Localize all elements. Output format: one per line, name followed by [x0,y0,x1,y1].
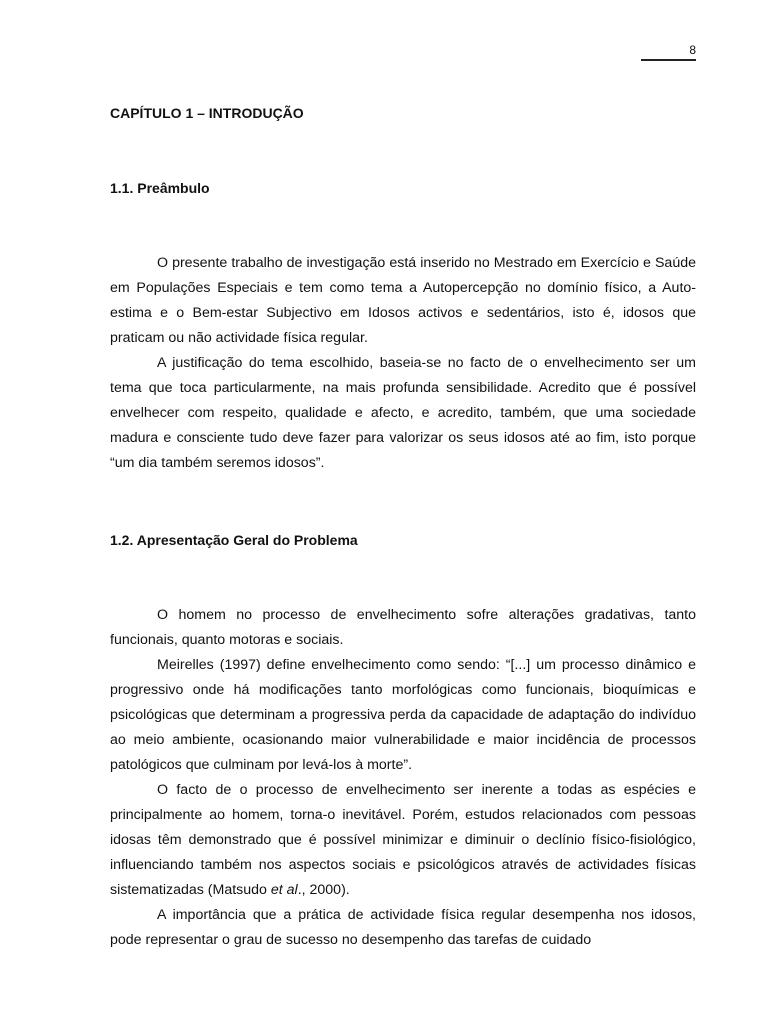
paragraph: O homem no processo de envelhecimento sofre alterações gradativas, tanto funcionais, quanto motoras e sociais. [110,607,696,648]
paragraph: A importância que a prática de actividade física regular desempenha nos idosos, pode representar o grau de sucesso no desempenho das tarefas de cuidado [110,907,696,948]
paragraph-with-citation [110,778,696,903]
paragraph: Meirelles (1997) define envelhecimento como sendo: “[...] um processo dinâmico e progressivo onde há modificações tanto morfológicas como funcionais, bioquímicas e psicológicas que determinam a progressiva perda da capacidade de adaptação do indivíduo ao meio ambiente, ocasionando maior vulnerabilidade e maior incidência de processos patológicos que culminam por levá-los à morte”. [110,657,696,773]
section-heading-problema: 1.2. Apresentação Geral do Problema [110,532,358,548]
page-number: 8 [689,43,696,57]
paragraph: O presente trabalho de investigação está inserido no Mestrado em Exercício e Saúde em Populações Especiais e tem como tema a Autopercepção no domínio físico, a Auto-estima e o Bem-estar Subjectivo em Idosos activos e sedentários, isto é, idosos que praticam ou não actividade física regular. [110,255,696,346]
chapter-title: CAPÍTULO 1 – INTRODUÇÃO [110,105,304,121]
paragraph-text: O facto de o processo de envelhecimento ser inerente a todas as espécies e principalmente ao homem, torna-o inevitável. Porém, estudos relacionados com pessoas idosas têm demonstrado que é possível minimizar e diminuir o declínio físico-fisiológico, influenciando também nos aspectos sociais e psicológicos através de actividades físicas sistematizadas (Matsudo [110,782,696,898]
section-body-preambulo [110,251,696,476]
page-number-rule [641,59,696,61]
paragraph-text: ., 2000). [297,882,350,898]
section-heading-preambulo: 1.1. Preâmbulo [110,180,210,196]
paragraph: A justificação do tema escolhido, baseia-se no facto de o envelhecimento ser um tema que toca particularmente, na mais profunda sensibilidade. Acredito que é possível envelhecer com respeito, qualidade e afecto, e acredito, também, que uma sociedade madura e consciente tudo deve fazer para valorizar os seus idosos até ao fim, isto porque “um dia também seremos idosos”. [110,355,696,471]
section-body-problema [110,603,696,953]
citation-et-al: et al [270,882,298,898]
